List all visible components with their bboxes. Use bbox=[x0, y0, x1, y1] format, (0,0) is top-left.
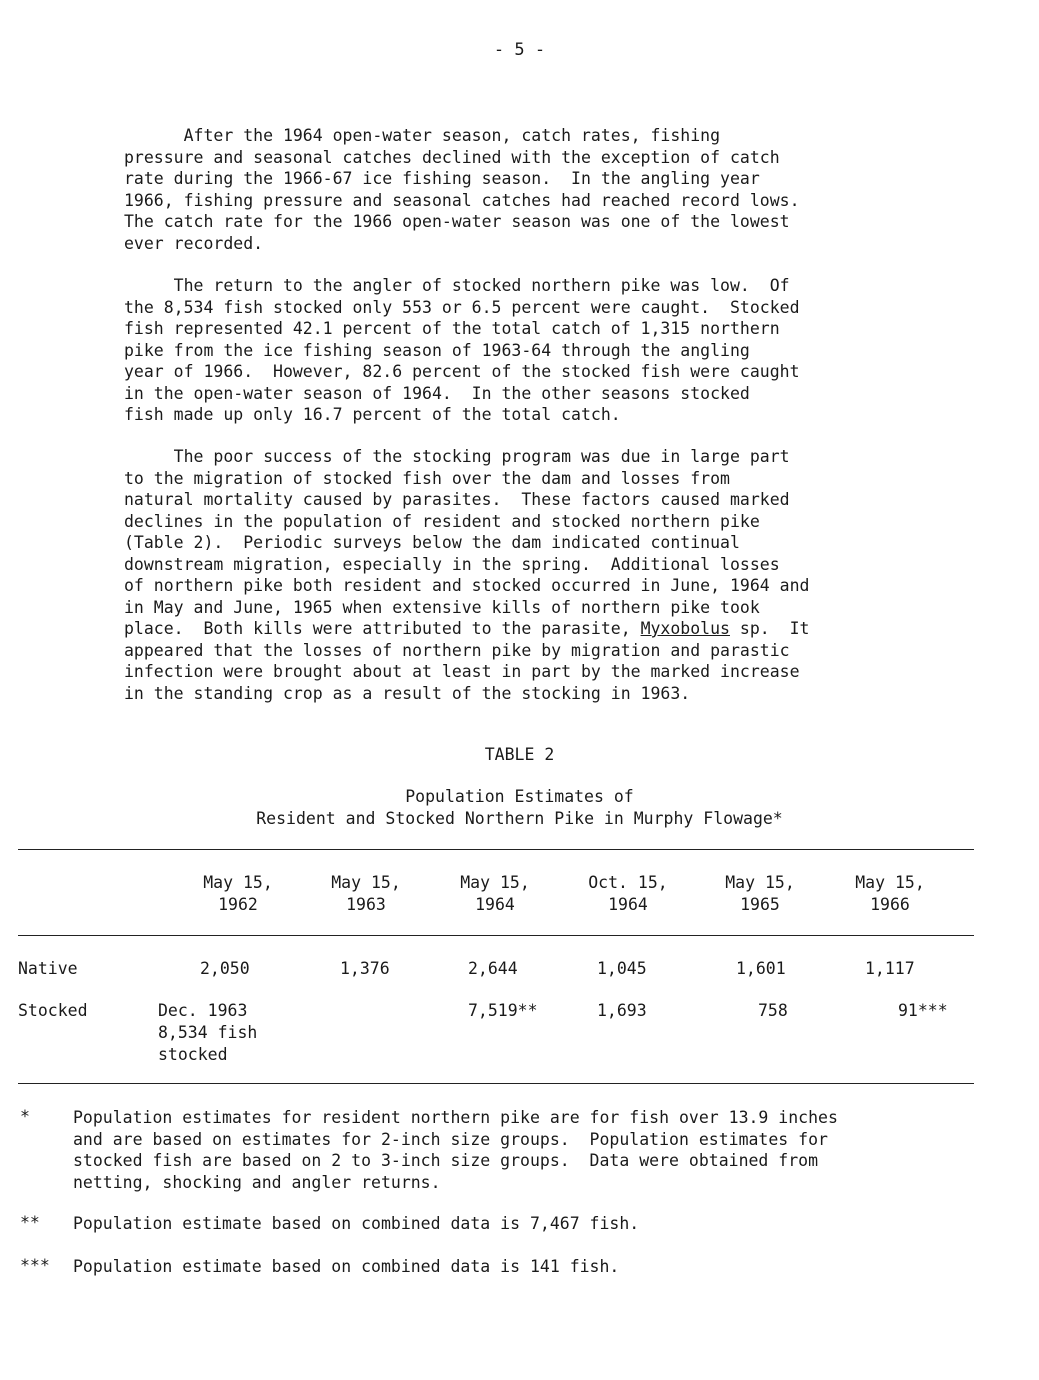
table-cell: 758 bbox=[758, 1001, 788, 1020]
table-label: TABLE 2 bbox=[484, 745, 555, 764]
column-header-may-1965: May 15, 1965 bbox=[725, 873, 795, 914]
table-cell: 2,050 bbox=[200, 959, 250, 978]
table-top-rule bbox=[18, 849, 974, 850]
footnote-mark-1: * bbox=[20, 1107, 30, 1126]
table-cell: 7,519** bbox=[468, 1001, 538, 1020]
row-label-stocked: Stocked bbox=[18, 1001, 88, 1020]
table-cell: Dec. 1963 8,534 fish stocked bbox=[158, 1001, 258, 1064]
paragraph-1: After the 1964 open-water season, catch rates, fishing pressure and seasonal catches declined with the exception of catch rate during the 1966-67 ice fishing season. In the angling year 1966, fishing pressure and seasonal catches had reached record lows. The catch rate for the 1966 open-water season was one of the lowest ever recorded. bbox=[124, 126, 800, 253]
table-cell: 1,693 bbox=[597, 1001, 647, 1020]
footnote-text-2: Population estimate based on combined data is 7,467 fish. bbox=[73, 1214, 640, 1233]
table-cell: 91*** bbox=[898, 1001, 948, 1020]
column-header-may-1962: May 15, 1962 bbox=[203, 873, 273, 914]
footnote-text-1: Population estimates for resident northern pike are for fish over 13.9 inches and are based on estimates for 2-inch size groups. Population estimates for stocked fish are based on 2 to 3-inch size groups. Data were obtained from netting, shocking and angler returns. bbox=[73, 1108, 838, 1192]
column-header-oct-1964: Oct. 15, 1964 bbox=[588, 873, 668, 914]
footnote-text-3: Population estimate based on combined data is 141 fish. bbox=[73, 1257, 620, 1276]
column-header-may-1966: May 15, 1966 bbox=[855, 873, 925, 914]
table-cell: 1,045 bbox=[597, 959, 647, 978]
footnote-mark-3: *** bbox=[20, 1256, 50, 1275]
table-cell: 1,376 bbox=[340, 959, 390, 978]
table-cell: 2,644 bbox=[468, 959, 518, 978]
row-label-native: Native bbox=[18, 959, 78, 978]
paragraph-2: The return to the angler of stocked northern pike was low. Of the 8,534 fish stocked only 553 or 6.5 percent were caught. Stocked fish represented 42.1 percent of the total catch of 1,315 northern pike from the ice fishing season of 1963-64 through the angling year of 1966. However, 82.6 percent of the stocked fish were caught in the open-water season of 1964. In the other seasons stocked fish made up only 16.7 percent of the total catch. bbox=[124, 276, 800, 424]
paragraph-3-part-1: The poor success of the stocking program was due in large part to the migration of stocked fish over the dam and losses from natural mortality caused by parasites. These factors caused marked declines in the population of resident and stocked northern pike (Table 2). Periodic surveys below the dam indicated continual downstream migration, especially in the spring. Additional losses of northern pike both resident and stocked occurred in June, 1964 and in May and June, 1965 when extensive kills of northern pike took place. Both kills were attributed to the parasite, bbox=[124, 447, 810, 638]
species-name-myxobolus: Myxobolus bbox=[640, 619, 730, 638]
table-cell: 1,117 bbox=[865, 959, 915, 978]
column-header-may-1964: May 15, 1964 bbox=[460, 873, 530, 914]
table-title: Population Estimates of Resident and Stocked Northern Pike in Murphy Flowage* bbox=[256, 787, 783, 828]
table-bottom-rule bbox=[18, 1083, 974, 1084]
table-header-rule bbox=[18, 935, 974, 936]
page-number: - 5 - bbox=[493, 40, 546, 60]
paragraph-3-part-2: sp. It appeared that the losses of northern pike by migration and parastic infection were brought about at least in part by the marked increase in the standing crop as a result of the stocking in 1963. bbox=[124, 619, 810, 703]
paragraph-3 bbox=[124, 446, 884, 704]
column-header-may-1963: May 15, 1963 bbox=[331, 873, 401, 914]
table-cell: 1,601 bbox=[736, 959, 786, 978]
footnote-mark-2: ** bbox=[20, 1213, 40, 1232]
